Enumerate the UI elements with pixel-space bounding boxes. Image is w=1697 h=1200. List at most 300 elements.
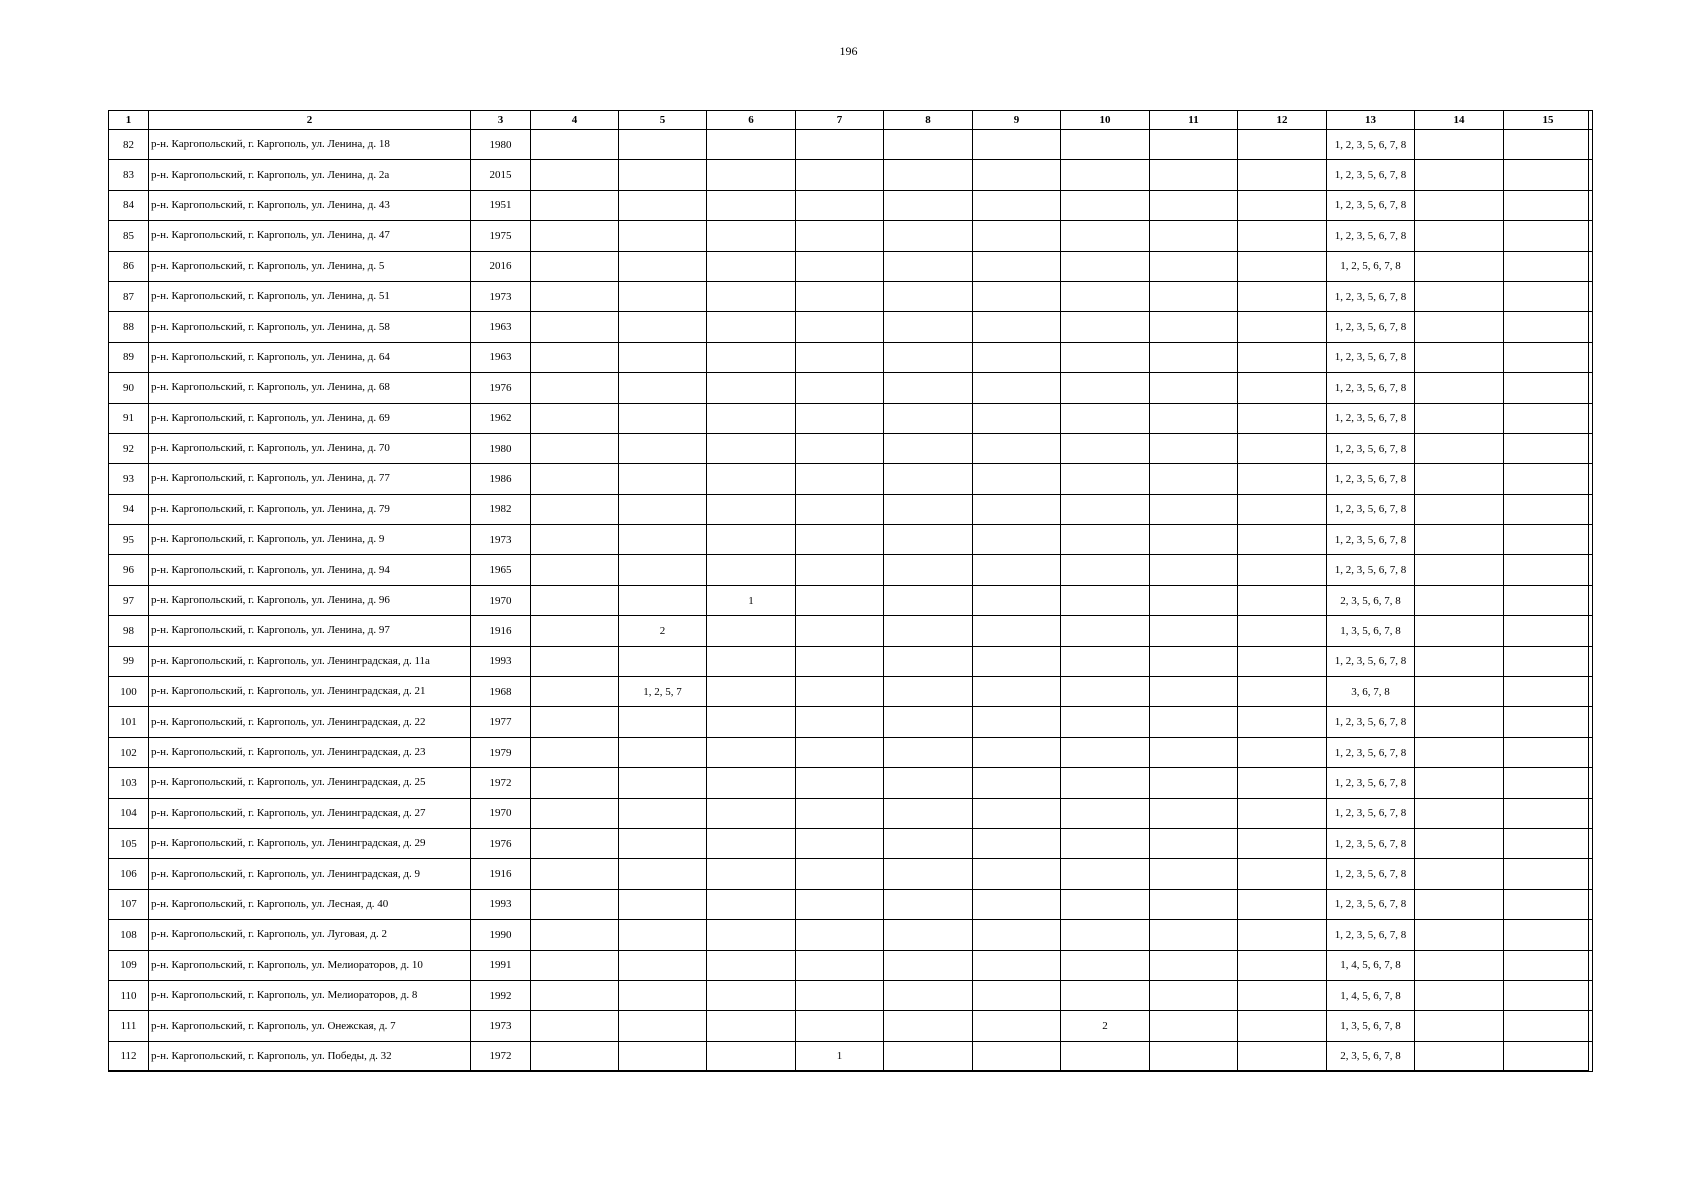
cell-col-7 — [796, 130, 884, 160]
cell-col-13: 2, 3, 5, 6, 7, 8 — [1327, 585, 1415, 615]
cell-col-6 — [707, 403, 796, 433]
cell-col-14 — [1415, 1041, 1504, 1071]
cell-col-14 — [1415, 768, 1504, 798]
cell-col-3: 1972 — [471, 768, 531, 798]
cell-col-2: р-н. Каргопольский, г. Каргополь, ул. Ленинградская, д. 25 — [149, 768, 471, 798]
cell-col-11 — [1150, 373, 1238, 403]
cell-col-4 — [531, 190, 619, 220]
cell-col-11 — [1150, 980, 1238, 1010]
cell-col-2: р-н. Каргопольский, г. Каргополь, ул. Ленина, д. 64 — [149, 342, 471, 372]
cell-col-5 — [619, 585, 707, 615]
cell-col-5 — [619, 707, 707, 737]
cell-col-9 — [973, 950, 1061, 980]
cell-col-2: р-н. Каргопольский, г. Каргополь, ул. Ленина, д. 94 — [149, 555, 471, 585]
cell-col-10 — [1061, 312, 1150, 342]
cell-col-14 — [1415, 1011, 1504, 1041]
cell-col-8 — [884, 555, 973, 585]
cell-col-9 — [973, 920, 1061, 950]
cell-col-7 — [796, 889, 884, 919]
cell-col-10 — [1061, 950, 1150, 980]
cell-col-1: 90 — [109, 373, 149, 403]
cell-col-6 — [707, 859, 796, 889]
cell-col-6 — [707, 1041, 796, 1071]
cell-col-4 — [531, 859, 619, 889]
table-row — [109, 130, 1593, 160]
cell-col-15 — [1504, 464, 1593, 494]
cell-col-13: 2, 3, 5, 6, 7, 8 — [1327, 1041, 1415, 1071]
cell-col-15 — [1504, 342, 1593, 372]
cell-col-7 — [796, 616, 884, 646]
cell-col-6 — [707, 920, 796, 950]
cell-col-5 — [619, 312, 707, 342]
cell-col-1: 109 — [109, 950, 149, 980]
cell-col-10 — [1061, 555, 1150, 585]
cell-col-15 — [1504, 859, 1593, 889]
cell-col-2: р-н. Каргопольский, г. Каргополь, ул. Ленина, д. 51 — [149, 281, 471, 311]
cell-col-9 — [973, 160, 1061, 190]
cell-col-10 — [1061, 677, 1150, 707]
cell-col-4 — [531, 889, 619, 919]
column-header-5: 5 — [619, 111, 707, 130]
cell-col-1: 106 — [109, 859, 149, 889]
cell-col-7 — [796, 677, 884, 707]
cell-col-15 — [1504, 920, 1593, 950]
cell-col-4 — [531, 312, 619, 342]
cell-col-8 — [884, 1011, 973, 1041]
cell-col-4 — [531, 646, 619, 676]
cell-col-15 — [1504, 585, 1593, 615]
cell-col-2: р-н. Каргопольский, г. Каргополь, ул. Ленинградская, д. 9 — [149, 859, 471, 889]
cell-col-1: 91 — [109, 403, 149, 433]
cell-col-5: 1, 2, 5, 7 — [619, 677, 707, 707]
cell-col-1: 94 — [109, 494, 149, 524]
header-row — [109, 111, 1593, 130]
cell-col-12 — [1238, 920, 1327, 950]
table-row — [109, 312, 1593, 342]
cell-col-10 — [1061, 1041, 1150, 1071]
cell-col-11 — [1150, 130, 1238, 160]
cell-col-10 — [1061, 525, 1150, 555]
cell-col-6 — [707, 464, 796, 494]
cell-col-13: 1, 4, 5, 6, 7, 8 — [1327, 950, 1415, 980]
cell-col-3: 1975 — [471, 221, 531, 251]
cell-col-11 — [1150, 1041, 1238, 1071]
cell-col-2: р-н. Каргопольский, г. Каргополь, ул. Ленинградская, д. 22 — [149, 707, 471, 737]
cell-col-9 — [973, 494, 1061, 524]
cell-col-2: р-н. Каргопольский, г. Каргополь, ул. Ленина, д. 96 — [149, 585, 471, 615]
cell-col-8 — [884, 980, 973, 1010]
cell-col-6 — [707, 555, 796, 585]
cell-col-11 — [1150, 342, 1238, 372]
cell-col-2: р-н. Каргопольский, г. Каргополь, ул. Ленина, д. 43 — [149, 190, 471, 220]
cell-col-3: 1993 — [471, 646, 531, 676]
cell-col-1: 87 — [109, 281, 149, 311]
cell-col-3: 2015 — [471, 160, 531, 190]
table-row — [109, 707, 1593, 737]
table-row — [109, 585, 1593, 615]
cell-col-6 — [707, 130, 796, 160]
cell-col-9 — [973, 859, 1061, 889]
column-header-7: 7 — [796, 111, 884, 130]
cell-col-3: 1992 — [471, 980, 531, 1010]
cell-col-15 — [1504, 494, 1593, 524]
cell-col-12 — [1238, 737, 1327, 767]
cell-col-7 — [796, 1011, 884, 1041]
cell-col-9 — [973, 616, 1061, 646]
cell-col-9 — [973, 798, 1061, 828]
cell-col-11 — [1150, 160, 1238, 190]
cell-col-4 — [531, 555, 619, 585]
cell-col-7 — [796, 221, 884, 251]
cell-col-6 — [707, 828, 796, 858]
cell-col-3: 1980 — [471, 130, 531, 160]
cell-col-1: 107 — [109, 889, 149, 919]
cell-col-4 — [531, 373, 619, 403]
cell-col-4 — [531, 677, 619, 707]
cell-col-1: 100 — [109, 677, 149, 707]
table-row — [109, 798, 1593, 828]
cell-col-2: р-н. Каргопольский, г. Каргополь, ул. Лесная, д. 40 — [149, 889, 471, 919]
cell-col-7 — [796, 251, 884, 281]
cell-col-6 — [707, 646, 796, 676]
cell-col-14 — [1415, 281, 1504, 311]
cell-col-4 — [531, 737, 619, 767]
cell-col-9 — [973, 1011, 1061, 1041]
cell-col-1: 83 — [109, 160, 149, 190]
cell-col-6 — [707, 190, 796, 220]
cell-col-13: 1, 2, 3, 5, 6, 7, 8 — [1327, 525, 1415, 555]
cell-col-7 — [796, 920, 884, 950]
table-row — [109, 190, 1593, 220]
cell-col-6 — [707, 798, 796, 828]
cell-col-6 — [707, 525, 796, 555]
cell-col-7 — [796, 525, 884, 555]
cell-col-6 — [707, 251, 796, 281]
cell-col-2: р-н. Каргопольский, г. Каргополь, ул. Ленина, д. 58 — [149, 312, 471, 342]
cell-col-7 — [796, 798, 884, 828]
cell-col-6 — [707, 342, 796, 372]
cell-col-5: 2 — [619, 616, 707, 646]
cell-col-14 — [1415, 859, 1504, 889]
cell-col-15 — [1504, 828, 1593, 858]
cell-col-5 — [619, 1011, 707, 1041]
cell-col-13: 1, 2, 3, 5, 6, 7, 8 — [1327, 433, 1415, 463]
cell-col-14 — [1415, 585, 1504, 615]
cell-col-4 — [531, 433, 619, 463]
cell-col-8 — [884, 859, 973, 889]
cell-col-4 — [531, 950, 619, 980]
cell-col-7 — [796, 312, 884, 342]
cell-col-3: 1972 — [471, 1041, 531, 1071]
cell-col-11 — [1150, 889, 1238, 919]
column-header-3: 3 — [471, 111, 531, 130]
cell-col-5 — [619, 828, 707, 858]
cell-col-15 — [1504, 616, 1593, 646]
table-row — [109, 464, 1593, 494]
cell-col-4 — [531, 920, 619, 950]
cell-col-6 — [707, 889, 796, 919]
cell-col-14 — [1415, 677, 1504, 707]
cell-col-13: 1, 3, 5, 6, 7, 8 — [1327, 1011, 1415, 1041]
cell-col-13: 1, 2, 3, 5, 6, 7, 8 — [1327, 889, 1415, 919]
cell-col-12 — [1238, 1011, 1327, 1041]
cell-col-4 — [531, 342, 619, 372]
cell-col-3: 1970 — [471, 798, 531, 828]
cell-col-6 — [707, 707, 796, 737]
cell-col-10 — [1061, 281, 1150, 311]
cell-col-9 — [973, 312, 1061, 342]
cell-col-9 — [973, 433, 1061, 463]
cell-col-12 — [1238, 677, 1327, 707]
cell-col-4 — [531, 798, 619, 828]
cell-col-8 — [884, 373, 973, 403]
cell-col-9 — [973, 768, 1061, 798]
cell-col-15 — [1504, 251, 1593, 281]
cell-col-1: 84 — [109, 190, 149, 220]
cell-col-5 — [619, 920, 707, 950]
cell-col-11 — [1150, 646, 1238, 676]
cell-col-12 — [1238, 555, 1327, 585]
cell-col-3: 1916 — [471, 859, 531, 889]
cell-col-10: 2 — [1061, 1011, 1150, 1041]
column-header-12: 12 — [1238, 111, 1327, 130]
cell-col-5 — [619, 251, 707, 281]
cell-col-11 — [1150, 221, 1238, 251]
cell-col-8 — [884, 160, 973, 190]
cell-col-2: р-н. Каргопольский, г. Каргополь, ул. Ленина, д. 5 — [149, 251, 471, 281]
cell-col-14 — [1415, 221, 1504, 251]
cell-col-15 — [1504, 433, 1593, 463]
cell-col-10 — [1061, 768, 1150, 798]
cell-col-13: 1, 4, 5, 6, 7, 8 — [1327, 980, 1415, 1010]
cell-col-11 — [1150, 677, 1238, 707]
cell-col-7 — [796, 828, 884, 858]
cell-col-13: 1, 2, 3, 5, 6, 7, 8 — [1327, 798, 1415, 828]
column-header-8: 8 — [884, 111, 973, 130]
cell-col-10 — [1061, 464, 1150, 494]
cell-col-6 — [707, 768, 796, 798]
cell-col-15 — [1504, 1011, 1593, 1041]
table-row — [109, 433, 1593, 463]
column-header-10: 10 — [1061, 111, 1150, 130]
table-row — [109, 1041, 1593, 1071]
table-row — [109, 950, 1593, 980]
cell-col-12 — [1238, 221, 1327, 251]
cell-col-5 — [619, 555, 707, 585]
cell-col-12 — [1238, 403, 1327, 433]
cell-col-7 — [796, 342, 884, 372]
cell-col-2: р-н. Каргопольский, г. Каргополь, ул. Ленина, д. 79 — [149, 494, 471, 524]
cell-col-1: 98 — [109, 616, 149, 646]
cell-col-5 — [619, 433, 707, 463]
cell-col-5 — [619, 160, 707, 190]
cell-col-6 — [707, 950, 796, 980]
cell-col-3: 1977 — [471, 707, 531, 737]
cell-col-10 — [1061, 585, 1150, 615]
cell-col-1: 85 — [109, 221, 149, 251]
cell-col-10 — [1061, 889, 1150, 919]
cell-col-14 — [1415, 889, 1504, 919]
cell-col-15 — [1504, 555, 1593, 585]
cell-col-5 — [619, 373, 707, 403]
cell-col-15 — [1504, 312, 1593, 342]
cell-col-10 — [1061, 160, 1150, 190]
cell-col-3: 1980 — [471, 433, 531, 463]
cell-col-3: 1973 — [471, 525, 531, 555]
cell-col-3: 1916 — [471, 616, 531, 646]
column-header-15: 15 — [1504, 111, 1593, 130]
cell-col-5 — [619, 798, 707, 828]
cell-col-15 — [1504, 677, 1593, 707]
cell-col-10 — [1061, 737, 1150, 767]
table-row — [109, 677, 1593, 707]
cell-col-15 — [1504, 160, 1593, 190]
cell-col-11 — [1150, 251, 1238, 281]
cell-col-11 — [1150, 1011, 1238, 1041]
cell-col-4 — [531, 251, 619, 281]
cell-col-14 — [1415, 980, 1504, 1010]
cell-col-15 — [1504, 403, 1593, 433]
cell-col-1: 97 — [109, 585, 149, 615]
cell-col-12 — [1238, 464, 1327, 494]
cell-col-14 — [1415, 342, 1504, 372]
cell-col-1: 82 — [109, 130, 149, 160]
cell-col-3: 1973 — [471, 281, 531, 311]
cell-col-2: р-н. Каргопольский, г. Каргополь, ул. Победы, д. 32 — [149, 1041, 471, 1071]
cell-col-8 — [884, 312, 973, 342]
cell-col-10 — [1061, 221, 1150, 251]
cell-col-12 — [1238, 342, 1327, 372]
cell-col-15 — [1504, 980, 1593, 1010]
cell-col-12 — [1238, 251, 1327, 281]
cell-col-1: 93 — [109, 464, 149, 494]
cell-col-8 — [884, 920, 973, 950]
table-row — [109, 828, 1593, 858]
cell-col-7 — [796, 494, 884, 524]
page-number: 196 — [839, 44, 858, 58]
cell-col-1: 110 — [109, 980, 149, 1010]
cell-col-7 — [796, 646, 884, 676]
cell-col-2: р-н. Каргопольский, г. Каргополь, ул. Ленинградская, д. 21 — [149, 677, 471, 707]
cell-col-11 — [1150, 707, 1238, 737]
cell-col-12 — [1238, 281, 1327, 311]
table-row — [109, 1011, 1593, 1041]
table-row — [109, 616, 1593, 646]
cell-col-8 — [884, 585, 973, 615]
table-row — [109, 494, 1593, 524]
cell-col-8 — [884, 281, 973, 311]
cell-col-3: 1965 — [471, 555, 531, 585]
cell-col-14 — [1415, 403, 1504, 433]
cell-col-5 — [619, 494, 707, 524]
cell-col-1: 112 — [109, 1041, 149, 1071]
cell-col-3: 2016 — [471, 251, 531, 281]
cell-col-9 — [973, 342, 1061, 372]
cell-col-6: 1 — [707, 585, 796, 615]
cell-col-3: 1979 — [471, 737, 531, 767]
cell-col-9 — [973, 251, 1061, 281]
cell-col-14 — [1415, 737, 1504, 767]
column-header-6: 6 — [707, 111, 796, 130]
cell-col-13: 1, 2, 3, 5, 6, 7, 8 — [1327, 920, 1415, 950]
cell-col-3: 1976 — [471, 828, 531, 858]
cell-col-4 — [531, 707, 619, 737]
cell-col-5 — [619, 525, 707, 555]
cell-col-14 — [1415, 616, 1504, 646]
cell-col-8 — [884, 403, 973, 433]
cell-col-6 — [707, 1011, 796, 1041]
cell-col-6 — [707, 494, 796, 524]
cell-col-1: 88 — [109, 312, 149, 342]
table-row — [109, 768, 1593, 798]
table-row — [109, 889, 1593, 919]
cell-col-10 — [1061, 616, 1150, 646]
cell-col-4 — [531, 585, 619, 615]
cell-col-5 — [619, 130, 707, 160]
cell-col-13: 3, 6, 7, 8 — [1327, 677, 1415, 707]
cell-col-10 — [1061, 646, 1150, 676]
cell-col-4 — [531, 828, 619, 858]
cell-col-15 — [1504, 707, 1593, 737]
cell-col-2: р-н. Каргопольский, г. Каргополь, ул. Ленина, д. 18 — [149, 130, 471, 160]
cell-col-11 — [1150, 768, 1238, 798]
column-header-11: 11 — [1150, 111, 1238, 130]
cell-col-8 — [884, 950, 973, 980]
cell-col-8 — [884, 464, 973, 494]
cell-col-11 — [1150, 616, 1238, 646]
cell-col-12 — [1238, 768, 1327, 798]
cell-col-11 — [1150, 403, 1238, 433]
cell-col-4 — [531, 616, 619, 646]
cell-col-15 — [1504, 1041, 1593, 1071]
cell-col-5 — [619, 889, 707, 919]
cell-col-14 — [1415, 130, 1504, 160]
cell-col-13: 1, 2, 5, 6, 7, 8 — [1327, 251, 1415, 281]
cell-col-12 — [1238, 859, 1327, 889]
cell-col-5 — [619, 950, 707, 980]
cell-col-6 — [707, 980, 796, 1010]
cell-col-2: р-н. Каргопольский, г. Каргополь, ул. Ленина, д. 77 — [149, 464, 471, 494]
cell-col-1: 95 — [109, 525, 149, 555]
table-row — [109, 980, 1593, 1010]
cell-col-4 — [531, 221, 619, 251]
cell-col-3: 1976 — [471, 373, 531, 403]
cell-col-7: 1 — [796, 1041, 884, 1071]
cell-col-10 — [1061, 342, 1150, 372]
cell-col-15 — [1504, 798, 1593, 828]
cell-col-7 — [796, 464, 884, 494]
cell-col-2: р-н. Каргопольский, г. Каргополь, ул. Ленина, д. 2а — [149, 160, 471, 190]
cell-col-5 — [619, 768, 707, 798]
cell-col-14 — [1415, 920, 1504, 950]
table-row — [109, 221, 1593, 251]
cell-col-6 — [707, 281, 796, 311]
cell-col-1: 105 — [109, 828, 149, 858]
cell-col-9 — [973, 221, 1061, 251]
cell-col-7 — [796, 950, 884, 980]
cell-col-11 — [1150, 828, 1238, 858]
table-row — [109, 920, 1593, 950]
cell-col-11 — [1150, 464, 1238, 494]
table-row — [109, 525, 1593, 555]
column-header-1: 1 — [109, 111, 149, 130]
cell-col-7 — [796, 433, 884, 463]
cell-col-9 — [973, 980, 1061, 1010]
cell-col-2: р-н. Каргопольский, г. Каргополь, ул. Мелиораторов, д. 10 — [149, 950, 471, 980]
cell-col-8 — [884, 677, 973, 707]
cell-col-12 — [1238, 889, 1327, 919]
cell-col-7 — [796, 403, 884, 433]
